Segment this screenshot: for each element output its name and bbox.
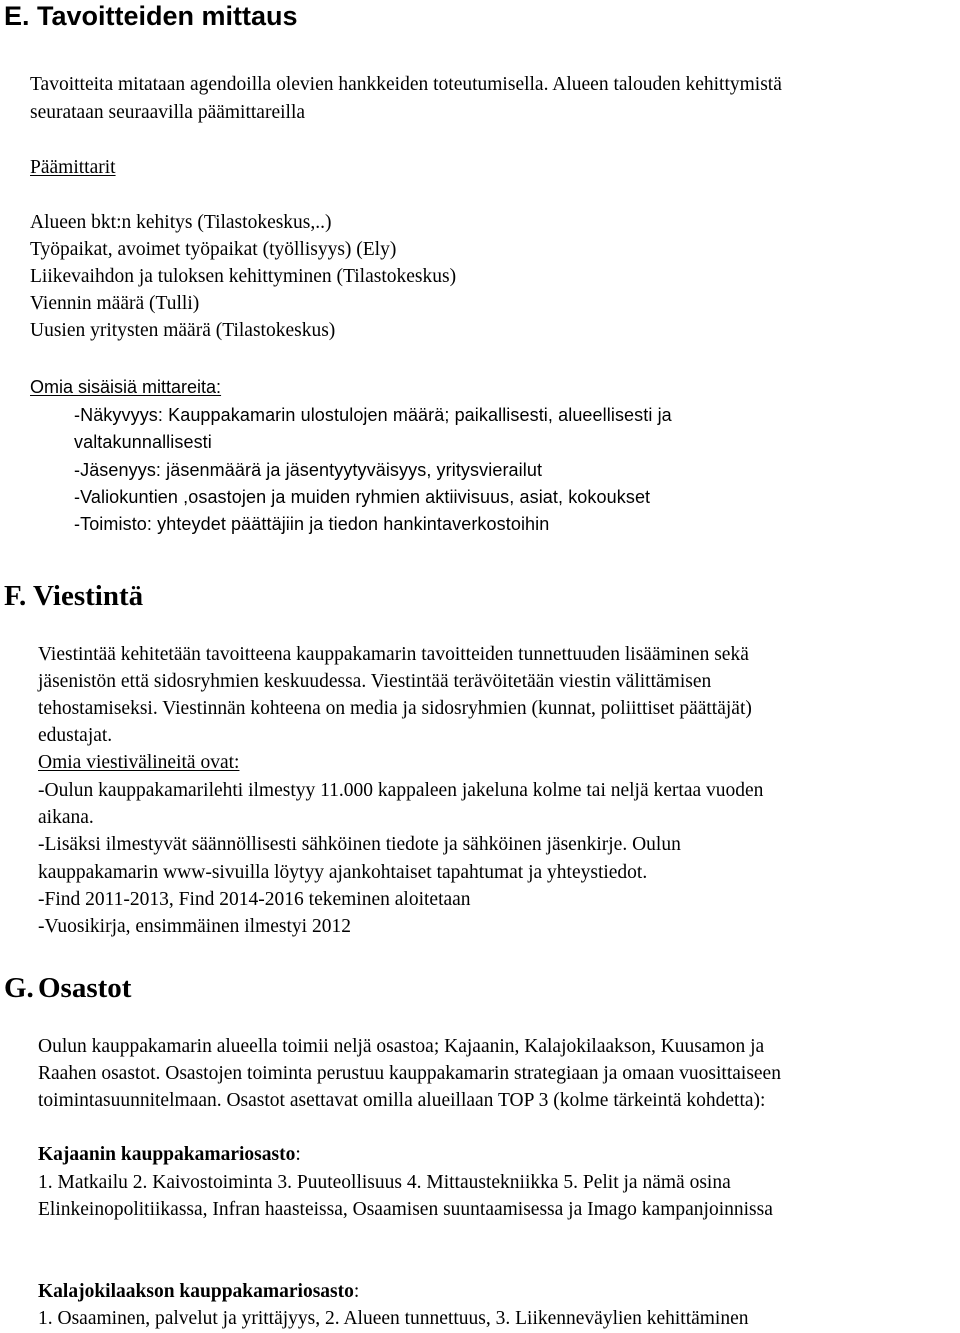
kajaani-item: 1. Matkailu 2. Kaivostoiminta 3. Puuteollisuus 4. Mittaustekniikka 5. Pelit ja nämä osina (38, 1172, 731, 1193)
main-metric-item: Työpaikat, avoimet työpaikat (työllisyys) (Ely) (30, 239, 397, 260)
section-g-heading: Osastot (38, 972, 132, 1004)
internal-metric-item: -Näkyvyys: Kauppakamarin ulostulojen määrä; paikallisesti, alueellisesti ja (74, 405, 672, 425)
communication-tools-title: Omia viestivälineitä ovat: (38, 752, 240, 773)
internal-metric-item: -Toimisto: yhteydet päättäjiin ja tiedon hankintaverkostoihin (74, 514, 550, 534)
internal-metric-item: valtakunnallisesti (74, 432, 212, 452)
main-metrics-title: Päämittarit (30, 157, 116, 178)
main-metric-item: Liikevaihdon ja tuloksen kehittyminen (Tilastokeskus) (30, 266, 457, 287)
kalajoki-title (38, 1280, 359, 1304)
main-metric-item: Uusien yritysten määrä (Tilastokeskus) (30, 320, 336, 341)
section-f-body-line: jäsenistön että sidosryhmien keskuudessa. Viestintää terävöitetään viestin välittämisen (38, 671, 712, 692)
section-g-label: G. (4, 972, 34, 1004)
section-e-intro-line: Tavoitteita mitataan agendoilla olevien hankkeiden toteutumisella. Alueen talouden kehittymistä (30, 74, 782, 95)
section-f-heading: F. Viestintä (4, 580, 144, 612)
communication-tool-item: kauppakamarin www-sivuilla löytyy ajankohtaiset tapahtumat ja yhteystiedot. (38, 862, 648, 883)
section-f-body-line: Viestintää kehitetään tavoitteena kauppakamarin tavoitteiden tunnettuuden lisääminen sekä (38, 644, 749, 665)
section-g-body-line: Oulun kauppakamarin alueella toimii neljä osastoa; Kajaanin, Kalajokilaakson, Kuusamon ja (38, 1036, 765, 1057)
section-e-intro-line: seurataan seuraavilla päämittareilla (30, 102, 306, 123)
section-g-body-line: toimintasuunnitelmaan. Osastot asettavat omilla alueillaan TOP 3 (kolme tärkeintä kohdetta): (38, 1090, 766, 1111)
communication-tool-item: -Vuosikirja, ensimmäinen ilmestyi 2012 (38, 916, 351, 937)
communication-tool-item: -Find 2011-2013, Find 2014-2016 tekeminen aloitetaan (38, 889, 471, 910)
communication-tool-item: aikana. (38, 807, 94, 828)
section-g-body-line: Raahen osastot. Osastojen toiminta perustuu kauppakamarin strategiaan ja omaan vuosittaiseen (38, 1063, 781, 1084)
kajaani-title (38, 1143, 301, 1167)
section-e-heading: E. Tavoitteiden mittaus (4, 1, 298, 31)
kajaani-item: Elinkeinopolitiikassa, Infran haasteissa, Osaamisen suuntaamisessa ja Imago kampanjoinnissa (38, 1199, 773, 1220)
kalajoki-item: 1. Osaaminen, palvelut ja yrittäjyys, 2. Alueen tunnettuus, 3. Liikenneväylien kehittäminen (38, 1308, 749, 1329)
section-f-body-line: tehostamiseksi. Viestinnän kohteena on media ja sidosryhmien (kunnat, poliittiset päättäjät) (38, 698, 752, 719)
kalajoki-title-colon: : (353, 1281, 360, 1302)
kalajoki-title-text: Kalajokilaakson kauppakamariosasto (38, 1281, 354, 1302)
internal-metric-item: -Valiokuntien ,osastojen ja muiden ryhmien aktiivisuus, asiat, kokoukset (74, 487, 651, 507)
section-f-body-line: edustajat. (38, 725, 113, 746)
internal-metric-item: -Jäsenyys: jäsenmäärä ja jäsentyytyväisyys, yritysvierailut (74, 460, 543, 480)
communication-tool-item: -Oulun kauppakamarilehti ilmestyy 11.000 kappaleen jakeluna kolme tai neljä kertaa vuoden (38, 780, 764, 801)
main-metric-item: Viennin määrä (Tulli) (30, 293, 200, 314)
main-metric-item: Alueen bkt:n kehitys (Tilastokeskus,..) (30, 212, 332, 233)
communication-tool-item: -Lisäksi ilmestyvät säännöllisesti sähköinen tiedote ja sähköinen jäsenkirje. Oulun (38, 834, 681, 855)
kajaani-title-text: Kajaanin kauppakamariosasto (38, 1144, 296, 1165)
kajaani-title-colon: : (295, 1144, 301, 1165)
internal-metrics-title: Omia sisäisiä mittareita: (30, 377, 222, 397)
